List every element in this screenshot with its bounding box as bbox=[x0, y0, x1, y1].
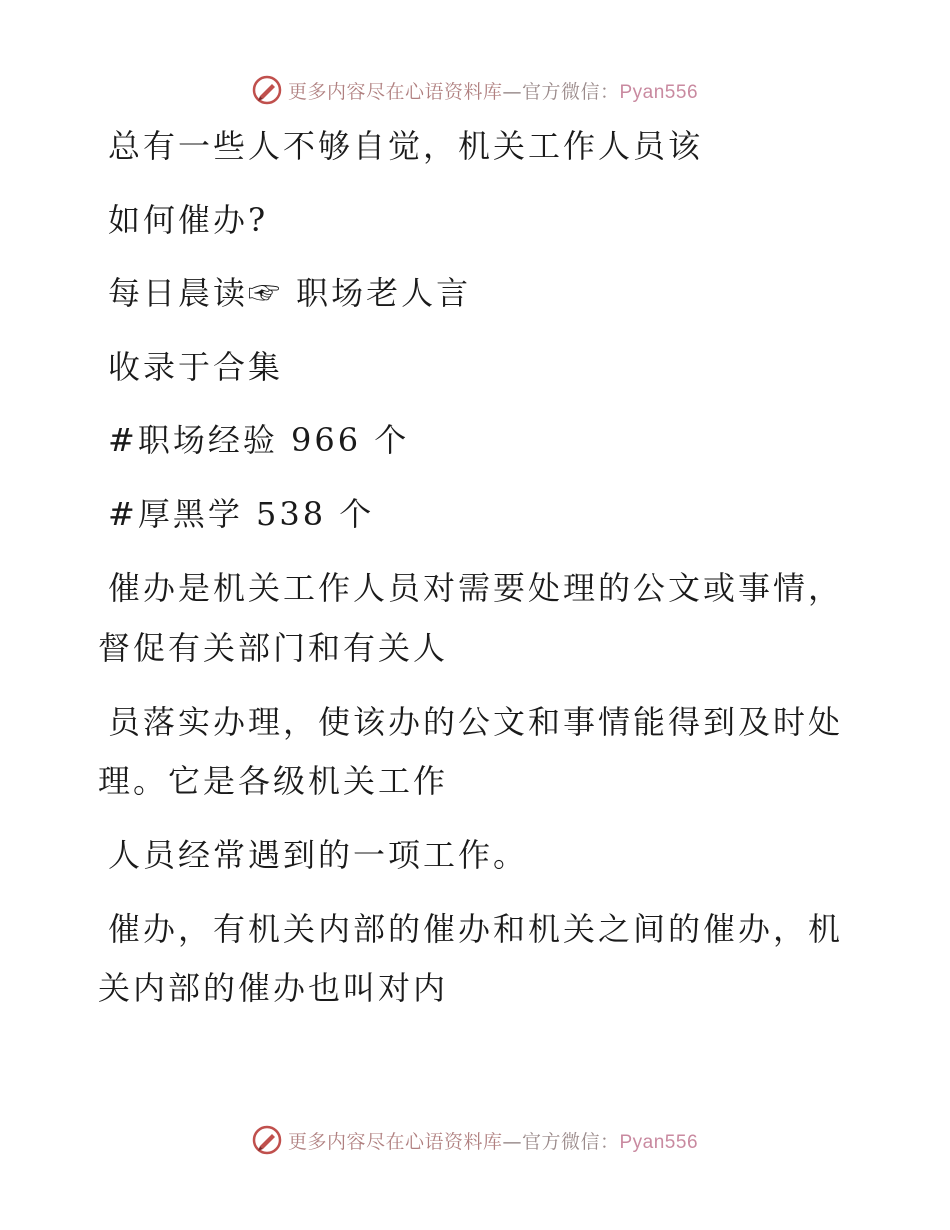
text-line-4: 收录于合集 bbox=[108, 348, 284, 386]
text-line-2: 如何催办? bbox=[108, 201, 269, 239]
header-separator: — bbox=[502, 80, 522, 103]
footer-watermark bbox=[0, 1120, 950, 1160]
footer-title: 更多内容尽在心语资料库 bbox=[287, 1130, 503, 1153]
footer-wechat-id: Pyan556 bbox=[619, 1131, 699, 1153]
text-line-12: 催办，有机关内部的催办和机关之间的催办，机 bbox=[108, 910, 844, 948]
header-wechat-label: 官方微信： bbox=[521, 80, 620, 103]
text-line-11: 人员经常遇到的一项工作。 bbox=[108, 836, 529, 874]
footer-separator: — bbox=[502, 1130, 522, 1153]
footer-watermark-text bbox=[288, 1127, 698, 1154]
text-line-8: 督促有关部门和有关人 bbox=[98, 629, 449, 667]
text-line-7: 催办是机关工作人员对需要处理的公文或事情， bbox=[108, 569, 844, 607]
text-line-10: 理。它是各级机关工作 bbox=[98, 762, 449, 800]
text-line-13: 关内部的催办也叫对内 bbox=[98, 969, 449, 1007]
header-title: 更多内容尽在心语资料库 bbox=[287, 80, 503, 103]
pen-logo-icon bbox=[252, 1125, 282, 1155]
footer-wechat-label: 官方微信： bbox=[521, 1130, 620, 1153]
text-line-1: 总有一些人不够自觉，机关工作人员该 bbox=[108, 127, 704, 165]
header-wechat-id: Pyan556 bbox=[619, 81, 699, 103]
text-line-3: 每日晨读☞ 职场老人言 bbox=[108, 274, 472, 312]
header-watermark-text bbox=[288, 77, 698, 104]
pen-logo-icon bbox=[252, 75, 282, 105]
hashtag-workplace: #职场经验 966 个 bbox=[108, 421, 410, 459]
header-watermark bbox=[0, 70, 950, 110]
text-line-9: 员落实办理，使该办的公文和事情能得到及时处 bbox=[108, 703, 844, 741]
hashtag-houheixue: #厚黑学 538 个 bbox=[108, 495, 375, 533]
